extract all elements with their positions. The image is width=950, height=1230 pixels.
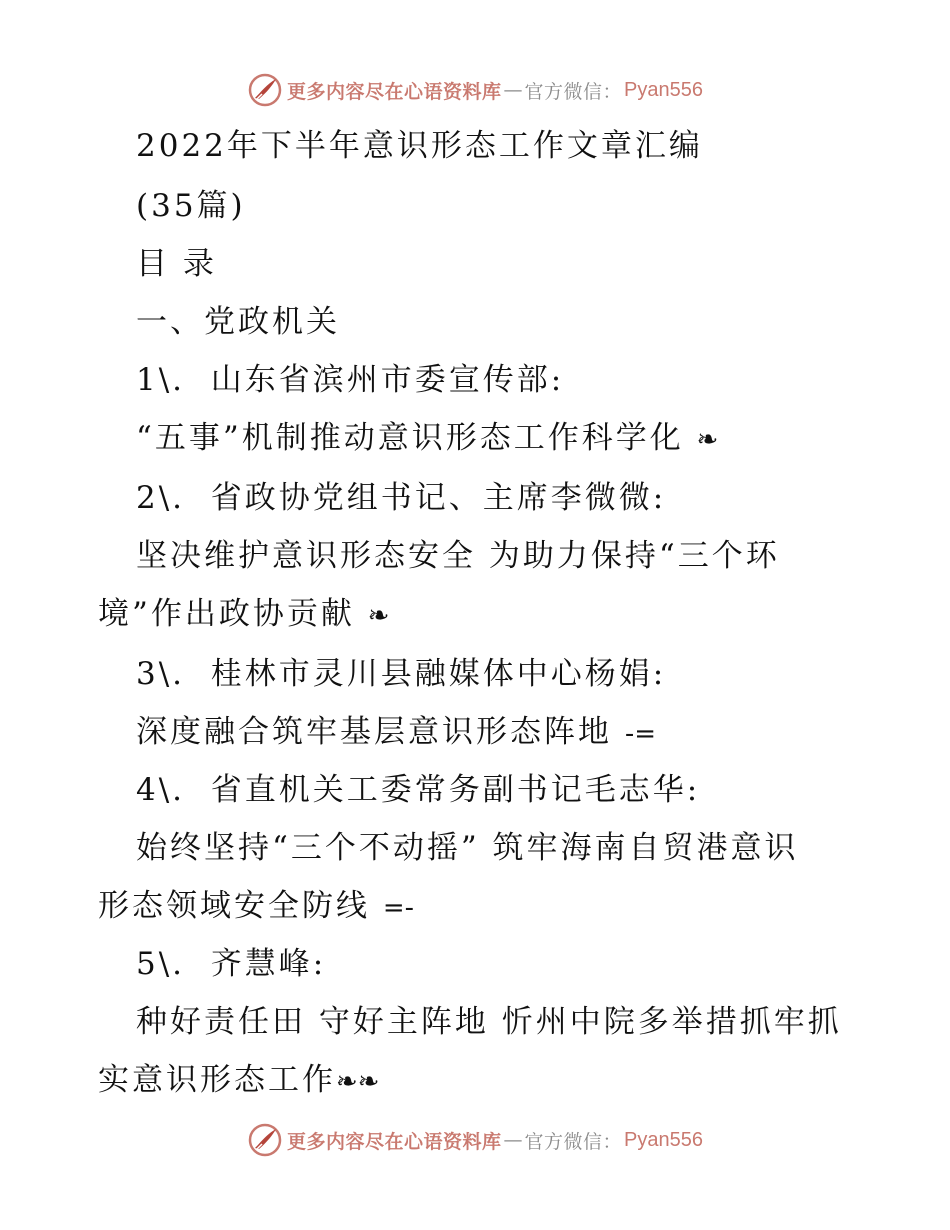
- toc-entry-title-continued[interactable]: [98, 878, 414, 934]
- entry-author: 山东省滨州市委宣传部:: [210, 362, 565, 398]
- entry-title-line: 种好责任田 守好主阵地 忻州中院多举措抓牢抓: [136, 1004, 842, 1040]
- quill-logo-icon: [247, 72, 283, 108]
- document-subtitle: (35篇): [136, 188, 246, 224]
- toc-entry-author[interactable]: [136, 936, 326, 992]
- entry-title-line: 始终坚持“三个不动摇” 筑牢海南自贸港意识: [136, 830, 799, 866]
- watermark-wechat-label: 官方微信：: [524, 1130, 623, 1153]
- watermark-separator: —: [503, 1129, 523, 1151]
- entry-number: 1\.: [136, 362, 186, 398]
- entry-title-line: “五事”机制推动意识形态工作科学化: [136, 420, 684, 456]
- toc-entry-title[interactable]: [136, 994, 842, 1050]
- entry-title-line: 深度融合筑牢基层意识形态阵地: [136, 714, 612, 750]
- entry-author: 省政协党组书记、主席李微微:: [210, 480, 667, 516]
- watermark-separator: —: [503, 79, 523, 101]
- toc-heading: 目 录: [136, 246, 217, 282]
- entry-author: 桂林市灵川县融媒体中心杨娟:: [210, 656, 667, 692]
- watermark-text: 更多内容尽在心语资料库: [287, 1130, 502, 1153]
- entry-number: 4\.: [136, 772, 186, 808]
- toc-entry-title[interactable]: [136, 704, 656, 760]
- toc-entry-title-continued[interactable]: [98, 1052, 380, 1108]
- watermark-text: 更多内容尽在心语资料库: [287, 80, 502, 103]
- watermark-wechat-id: Pyan556: [624, 1128, 703, 1151]
- entry-author: 齐慧峰:: [210, 946, 327, 982]
- toc-entry-author[interactable]: [136, 352, 564, 408]
- quill-logo-icon: [247, 1122, 283, 1158]
- entry-title-line: 形态领域安全防线: [98, 888, 370, 924]
- fleuron-icon: ❧: [696, 425, 719, 455]
- fleuron-icon: ❧: [367, 601, 390, 631]
- watermark-wechat-label: 官方微信：: [524, 80, 623, 103]
- toc-entry-author[interactable]: [136, 646, 666, 702]
- page-mark: -=: [624, 719, 657, 749]
- toc-entry-title[interactable]: [136, 410, 718, 466]
- entry-title-line: 境”作出政协贡献: [98, 596, 355, 632]
- toc-entry-title[interactable]: [136, 528, 780, 584]
- entry-title-line: 实意识形态工作: [98, 1062, 336, 1098]
- entry-title-line: 坚决维护意识形态安全 为助力保持“三个环: [136, 538, 780, 574]
- entry-number: 2\.: [136, 480, 186, 516]
- toc-entry-title-continued[interactable]: [98, 586, 390, 642]
- section-heading: 一、党政机关: [136, 304, 340, 340]
- entry-number: 3\.: [136, 656, 186, 692]
- entry-author: 省直机关工委常务副书记毛志华:: [210, 772, 701, 808]
- toc-entry-author[interactable]: [136, 470, 666, 526]
- toc-entry-author[interactable]: [136, 762, 700, 818]
- document-title: 2022年下半年意识形态工作文章汇编: [136, 128, 703, 164]
- page-mark: =-: [382, 893, 415, 923]
- entry-number: 5\.: [136, 946, 186, 982]
- fleuron-icon: ❧❧: [336, 1067, 380, 1097]
- toc-entry-title[interactable]: [136, 820, 799, 876]
- watermark-wechat-id: Pyan556: [624, 78, 703, 101]
- watermark-banner-bottom: [0, 1118, 950, 1162]
- watermark-banner-top: [0, 68, 950, 112]
